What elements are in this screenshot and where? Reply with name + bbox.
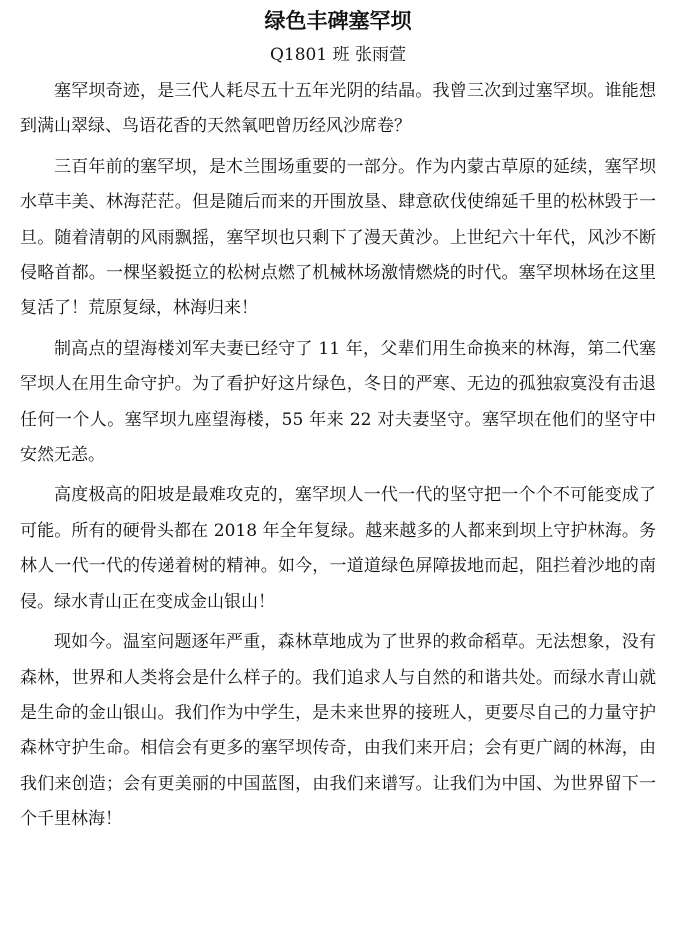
- essay-title: 绿色丰碑塞罕坝: [264, 9, 412, 33]
- author-byline: Q1801 班 张雨萱: [269, 45, 406, 65]
- paragraph-3: 制高点的望海楼刘军夫妻已经守了 11 年，父辈们用生命换来的林海，第二代塞罕坝人在用生命守护。为了看护好这片绿色，冬日的严寒、无边的孤独寂寞没有击退任何一个人。塞罕坝九座望海楼，55 年来 22 对夫妻坚守。塞罕坝在他们的坚守中安然无恙。: [20, 338, 656, 466]
- paragraph-1: 塞罕坝奇迹，是三代人耗尽五十五年光阴的结晶。我曾三次到过塞罕坝。谁能想到满山翠绿、鸟语花香的天然氧吧曾历经风沙席卷？: [20, 81, 656, 137]
- paragraph-5: 现如今。温室问题逐年严重，森林草地成为了世界的救命稻草。无法想象，没有森林，世界和人类将会是什么样子的。我们追求人与自然的和谐共处。而绿水青山就是生命的金山银山。我们作为中学生，是未来世界的接班人，更要尽自己的力量守护森林守护生命。相信会有更多的塞罕坝传奇，由我们来开启；会有更广阔的林海，由我们来创造；会有更美丽的中国蓝图，由我们来谱写。让我们为中国、为世界留下一个千里林海！: [20, 632, 656, 830]
- paragraph-2: 三百年前的塞罕坝，是木兰围场重要的一部分。作为内蒙古草原的延续，塞罕坝水草丰美、林海茫茫。但是随后而来的开围放垦、肆意砍伐使绵延千里的松林毁于一旦。随着清朝的风雨飘摇，塞罕坝也只剩下了漫天黄沙。上世纪六十年代，风沙不断侵略首都。一棵坚毅挺立的松树点燃了机械林场激情燃烧的时代。塞罕坝林场在这里复活了！荒原复绿，林海归来！: [20, 156, 656, 319]
- paragraph-4: 高度极高的阳坡是最难攻克的，塞罕坝人一代一代的坚守把一个个不可能变成了可能。所有的硬骨头都在 2018 年全年复绿。越来越多的人都来到坝上守护林海。务林人一代一代的传递着树的精神。如今，一道道绿色屏障拔地而起，阻拦着沙地的南侵。绿水青山正在变成金山银山！: [20, 485, 656, 612]
